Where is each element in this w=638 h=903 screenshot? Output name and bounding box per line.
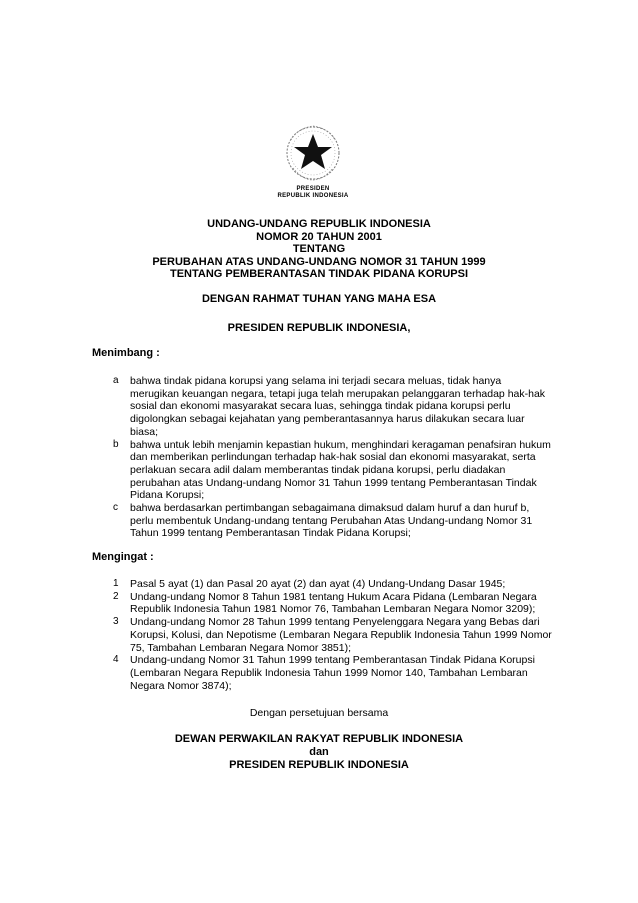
list-marker: 2	[113, 590, 119, 602]
list-item	[113, 502, 553, 540]
list-item-text: bahwa berdasarkan pertimbangan sebagaimana dimaksud dalam huruf a dan huruf b, perlu membentuk Undang-undang tentang Perubahan Atas Undang-undang Nomor 31 Tahun 1999 tentang Pemberantasan Tindak Pidana Korupsi;	[130, 502, 533, 540]
president-line: PRESIDEN REPUBLIK INDONESIA,	[227, 322, 411, 334]
list-marker: 3	[113, 616, 119, 628]
list-item-text: Undang-undang Nomor 31 Tahun 1999 tentang Pemberantasan Tindak Pidana Korupsi (Lembaran Negara Republik Indonesia Tahun 1999 Nomor 140, Tambahan Lembaran Negara Nomor 3874);	[130, 654, 535, 692]
closing-line-3: PRESIDEN REPUBLIK INDONESIA	[229, 759, 409, 771]
closing-line-2: dan	[309, 746, 329, 758]
list-item	[113, 578, 553, 591]
title-line-1: UNDANG-UNDANG REPUBLIK INDONESIA	[207, 218, 431, 230]
list-item	[113, 591, 553, 616]
title-line-3: TENTANG	[292, 243, 346, 255]
list-item-text: Pasal 5 ayat (1) dan Pasal 20 ayat (2) dan ayat (4) Undang-Undang Dasar 1945;	[130, 578, 506, 590]
mengingat-heading: Mengingat :	[92, 551, 154, 563]
list-marker: c	[113, 502, 118, 514]
emblem-caption-line1: PRESIDEN	[296, 186, 330, 192]
title-line-5: TENTANG PEMBERANTASAN TINDAK PIDANA KORUPSI	[169, 268, 469, 280]
list-item-text: Undang-undang Nomor 28 Tahun 1999 tentang Penyelenggara Negara yang Bebas dari Korupsi, Kolusi, dan Nepotisme (Lembaran Negara Republik Indonesia Tahun 1999 Nomor 75, Tambahan Lembaran Negara Nomor 3851);	[130, 616, 552, 654]
list-item-text: bahwa tindak pidana korupsi yang selama ini terjadi secara meluas, tidak hanya merugikan keuangan negara, tetapi juga telah merupakan pelanggaran terhadap hak-hak sosial dan ekonomi masyarakat secara luas, sehingga tindak pidana korupsi perlu digolongkan sebagai kejahatan yang pemberantasannya harus dilakukan secara luar biasa;	[130, 375, 546, 438]
emblem-caption	[258, 186, 368, 200]
list-item	[113, 375, 553, 439]
list-marker: b	[113, 438, 119, 450]
closing-block	[0, 733, 638, 772]
closing-line-1: DEWAN PERWAKILAN RAKYAT REPUBLIK INDONESIA	[174, 733, 464, 745]
title-line-4: PERUBAHAN ATAS UNDANG-UNDANG NOMOR 31 TAHUN 1999	[152, 255, 486, 268]
document-title	[0, 218, 638, 281]
menimbang-heading: Menimbang :	[92, 347, 160, 359]
list-marker: 1	[113, 578, 119, 589]
list-marker: a	[113, 375, 119, 386]
emblem-caption-line2: REPUBLIK INDONESIA	[277, 193, 349, 199]
list-marker: 4	[113, 654, 119, 666]
list-item	[113, 439, 553, 503]
consent-line: Dengan persetujuan bersama	[249, 707, 389, 719]
list-item	[113, 654, 553, 692]
blessing-line: DENGAN RAHMAT TUHAN YANG MAHA ESA	[201, 293, 437, 305]
list-item-text: bahwa untuk lebih menjamin kepastian hukum, menghindari keragaman penafsiran hukum dan memberikan perlindungan terhadap hak-hak sosial dan ekonomi masyarakat, serta perlakuan secara adil dalam memberantas tindak pidana korupsi, perlu diadakan perubahan atas Undang-undang Nomor 31 Tahun 1999 tentang Pemberantasan Tindak Pidana Korupsi;	[130, 438, 551, 502]
list-item	[113, 616, 553, 654]
mengingat-list	[113, 578, 553, 692]
menimbang-list	[113, 375, 553, 540]
list-item-text: Undang-undang Nomor 8 Tahun 1981 tentang Hukum Acara Pidana (Lembaran Negara Republik Indonesia Tahun 1981 Nomor 76, Tambahan Lembaran Negara Nomor 3209);	[130, 590, 537, 616]
title-line-2: NOMOR 20 TAHUN 2001	[256, 230, 382, 243]
